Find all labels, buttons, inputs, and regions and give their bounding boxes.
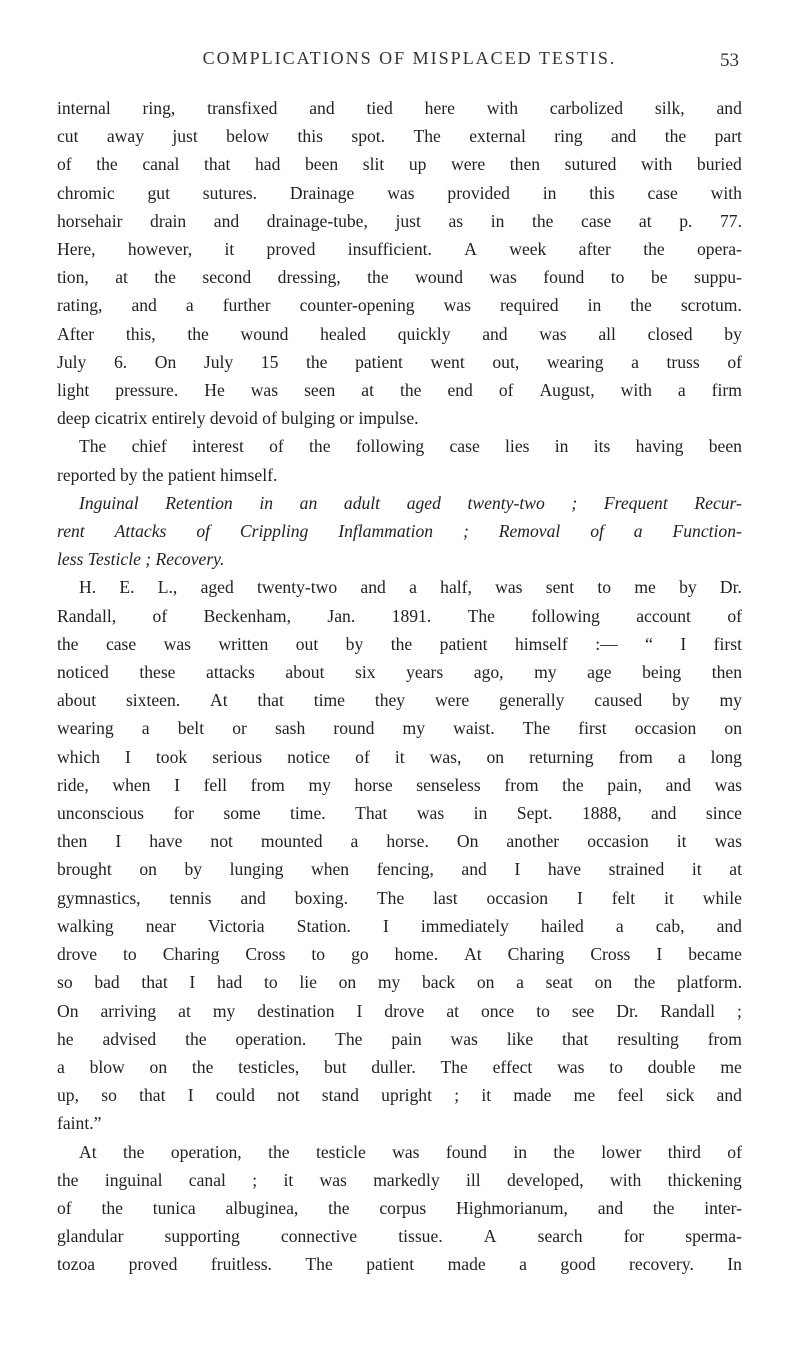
text-line: tion, at the second dressing, the wound was found to be suppu- — [57, 267, 742, 288]
page-number: 53 — [720, 50, 739, 71]
text-line: a blow on the testicles, but duller. The effect was to double me — [57, 1056, 742, 1077]
text-line: rating, and a further counter-opening was required in the scrotum. — [57, 295, 742, 316]
text-line: walking near Victoria Station. I immediately hailed a cab, and — [57, 915, 742, 936]
text-line: deep cicatrix entirely devoid of bulging or impulse. — [57, 408, 419, 429]
text-line: chromic gut sutures. Drainage was provided in this case with — [57, 182, 742, 203]
text-line: drove to Charing Cross to go home. At Charing Cross I became — [57, 944, 742, 965]
text-line: reported by the patient himself. — [57, 464, 278, 485]
text-line: which I took serious notice of it was, on returning from a long — [57, 746, 742, 767]
text-line: he advised the operation. The pain was like that resulting from — [57, 1028, 742, 1049]
text-line: cut away just below this spot. The external ring and the part — [57, 126, 742, 147]
body-text — [57, 94, 742, 1279]
running-head: COMPLICATIONS OF MISPLACED TESTIS. — [202, 48, 617, 68]
text-line: about sixteen. At that time they were generally caused by my — [57, 690, 742, 711]
text-line: Inguinal Retention in an adult aged twenty-two ; Frequent Recur- — [79, 492, 742, 513]
text-line: less Testicle ; Recovery. — [57, 549, 225, 570]
text-line: up, so that I could not stand upright ; it made me feel sick and — [57, 1085, 742, 1106]
text-line: the case was written out by the patient himself :— “ I first — [57, 633, 742, 654]
text-line: At the operation, the testicle was found in the lower third of — [79, 1141, 742, 1162]
text-line: so bad that I had to lie on my back on a seat on the platform. — [57, 972, 742, 993]
text-line: July 6. On July 15 the patient went out, wearing a truss of — [57, 351, 742, 372]
text-line: of the tunica albuginea, the corpus Highmorianum, and the inter- — [57, 1197, 742, 1218]
text-line: faint.” — [57, 1113, 102, 1134]
text-line: noticed these attacks about six years ago, my age being then — [57, 662, 742, 683]
text-line: gymnastics, tennis and boxing. The last occasion I felt it while — [57, 887, 742, 908]
text-line: The chief interest of the following case lies in its having been — [79, 436, 742, 457]
text-line: rent Attacks of Crippling Inflammation ; Removal of a Function- — [57, 521, 742, 542]
text-line: ride, when I fell from my horse senseless from the pain, and was — [57, 774, 742, 795]
text-line: wearing a belt or sash round my waist. The first occasion on — [57, 718, 742, 739]
text-line: H. E. L., aged twenty-two and a half, was sent to me by Dr. — [79, 577, 742, 598]
text-line: then I have not mounted a horse. On another occasion it was — [57, 831, 742, 852]
text-line: glandular supporting connective tissue. A search for sperma- — [57, 1226, 742, 1247]
text-line: tozoa proved fruitless. The patient made a good recovery. In — [57, 1254, 742, 1275]
text-line: On arriving at my destination I drove at once to see Dr. Randall ; — [57, 1000, 742, 1021]
text-line: brought on by lunging when fencing, and I have strained it at — [57, 859, 742, 880]
text-line: the inguinal canal ; it was markedly ill developed, with thickening — [57, 1169, 742, 1190]
text-line: After this, the wound healed quickly and was all closed by — [57, 323, 742, 344]
text-line: of the canal that had been slit up were then sutured with buried — [57, 154, 742, 175]
text-line: unconscious for some time. That was in Sept. 1888, and since — [57, 803, 742, 824]
text-line: internal ring, transfixed and tied here with carbolized silk, and — [57, 98, 742, 118]
text-line: horsehair drain and drainage-tube, just as in the case at p. 77. — [57, 210, 742, 231]
text-line: Here, however, it proved insufficient. A week after the opera- — [57, 239, 742, 260]
text-line: Randall, of Beckenham, Jan. 1891. The following account of — [57, 605, 742, 626]
text-line: light pressure. He was seen at the end of August, with a firm — [57, 380, 742, 401]
